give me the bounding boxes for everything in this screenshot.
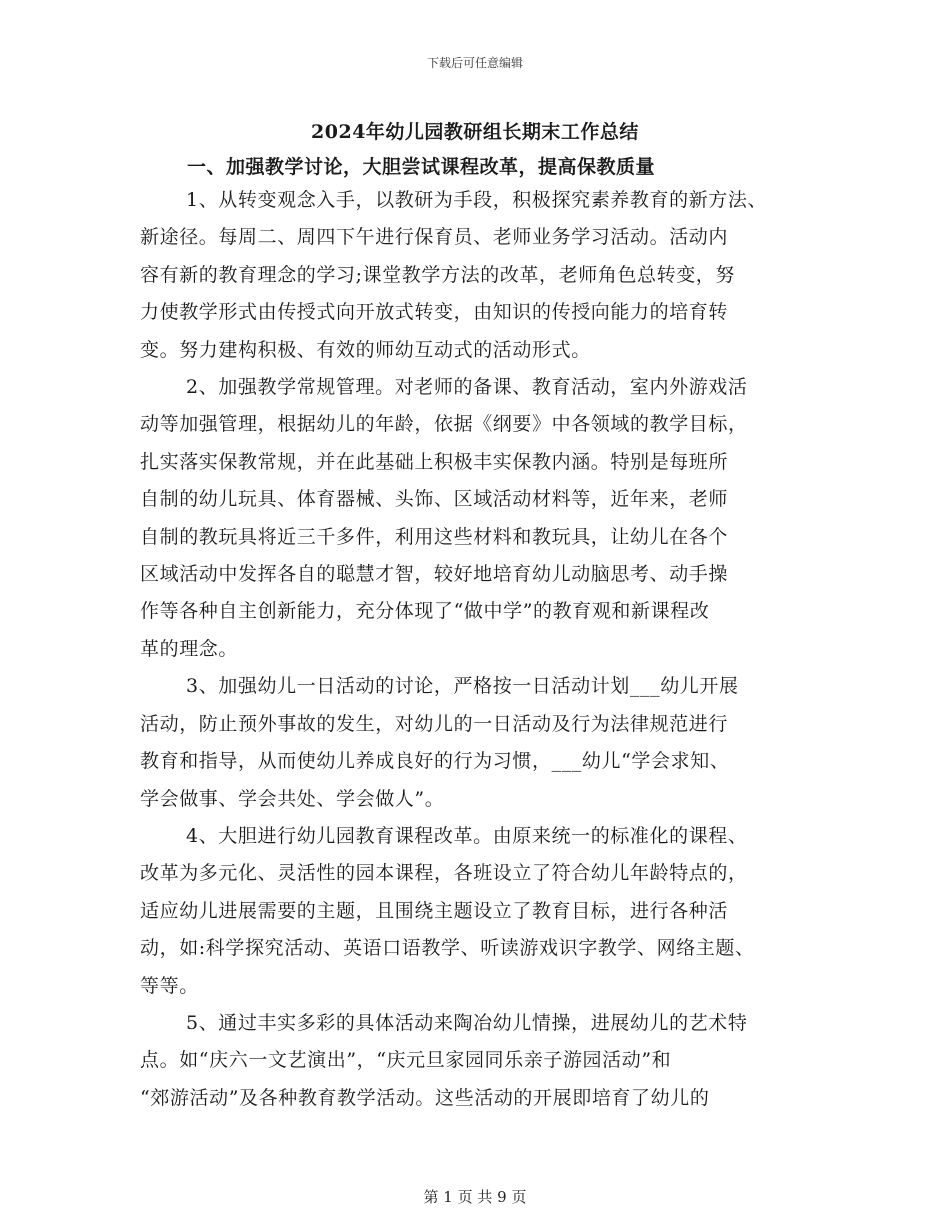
paragraph-line: 新途径。每周二、周四下午进行保育员、老师业务学习活动。活动内 [140, 226, 729, 249]
paragraph-line: 等等。 [140, 974, 199, 997]
paragraph-3 [140, 668, 820, 818]
paragraph-line: 作等各种自主创新能力，充分体现了“做中学”的教育观和新课程改 [140, 600, 710, 623]
paragraph-line: 1、从转变观念入手，以教研为手段，积极探究素养教育的新方法、 [186, 189, 768, 211]
paragraph-line: 力使教学形式由传授式向开放式转变，由知识的传授向能力的培育转 [140, 301, 729, 324]
page-number-footer: 第 1 页 共 9 页 [423, 1188, 527, 1206]
page-header-note: 下载后可任意编辑 [426, 56, 523, 70]
document-body [140, 182, 820, 1117]
paragraph-line: 适应幼儿进展需要的主题，且围绕主题设立了教育目标，进行各种活 [140, 899, 729, 922]
paragraph-2 [140, 369, 820, 668]
paragraph-line: 2、加强教学常规管理。对老师的备课、教育活动，室内外游戏活 [186, 376, 748, 399]
paragraph-line: 区域活动中发挥各自的聪慧才智，较好地培育幼儿动脑思考、动手操 [140, 563, 729, 586]
paragraph-line: 活动，防止预外事故的发生，对幼儿的一日活动及行为法律规范进行 [140, 712, 729, 735]
paragraph-line: 自制的教玩具将近三千多件，利用这些材料和教玩具，让幼儿在各个 [140, 525, 729, 548]
paragraph-line: 变。努力建构积极、有效的师幼互动式的活动形式。 [140, 338, 591, 361]
paragraph-line: 点。如“庆六一文艺演出”，“庆元旦家园同乐亲子游园活动”和 [140, 1049, 672, 1072]
paragraph-line: 扎实落实保教常规，并在此基础上积极丰实保教内涵。特别是每班所 [140, 450, 729, 473]
paragraph-line: 容有新的教育理念的学习;课堂教学方法的改革，老师角色总转变，努 [140, 263, 736, 286]
paragraph-line: 3、加强幼儿一日活动的讨论，严格按一日活动计划___幼儿开展 [186, 675, 739, 698]
paragraph-line: 改革为多元化、灵活性的园本课程，各班设立了符合幼儿年龄特点的， [140, 862, 748, 885]
document-title: 2024年幼儿园教研组长期末工作总结 [311, 121, 639, 143]
paragraph-5 [140, 1005, 820, 1117]
paragraph-line: 动等加强管理，根据幼儿的年龄，依据《纲要》中各领域的教学目标， [140, 413, 748, 436]
paragraph-line: “郊游活动”及各种教育教学活动。这些活动的开展即培育了幼儿的 [140, 1086, 710, 1109]
paragraph-line: 动，如:科学探究活动、英语口语教学、听读游戏识字教学、网络主题、 [140, 937, 755, 960]
paragraph-line: 革的理念。 [140, 637, 239, 660]
paragraph-1 [140, 182, 820, 369]
paragraph-line: 4、大胆进行幼儿园教育课程改革。由原来统一的标准化的课程、 [186, 824, 748, 847]
paragraph-4 [140, 818, 820, 1005]
section-heading: 一、加强教学讨论，大胆尝试课程改革，提高保教质量 [187, 156, 656, 178]
paragraph-line: 自制的幼儿玩具、体育器械、头饰、区域活动材料等，近年来，老师 [140, 488, 729, 511]
paragraph-line: 学会做事、学会共处、学会做人”。 [140, 787, 445, 810]
paragraph-line: 教育和指导，从而使幼儿养成良好的行为习惯，___幼儿“学会求知、 [140, 750, 730, 773]
paragraph-line: 5、通过丰实多彩的具体活动来陶冶幼儿情操，进展幼儿的艺术特 [186, 1011, 748, 1034]
